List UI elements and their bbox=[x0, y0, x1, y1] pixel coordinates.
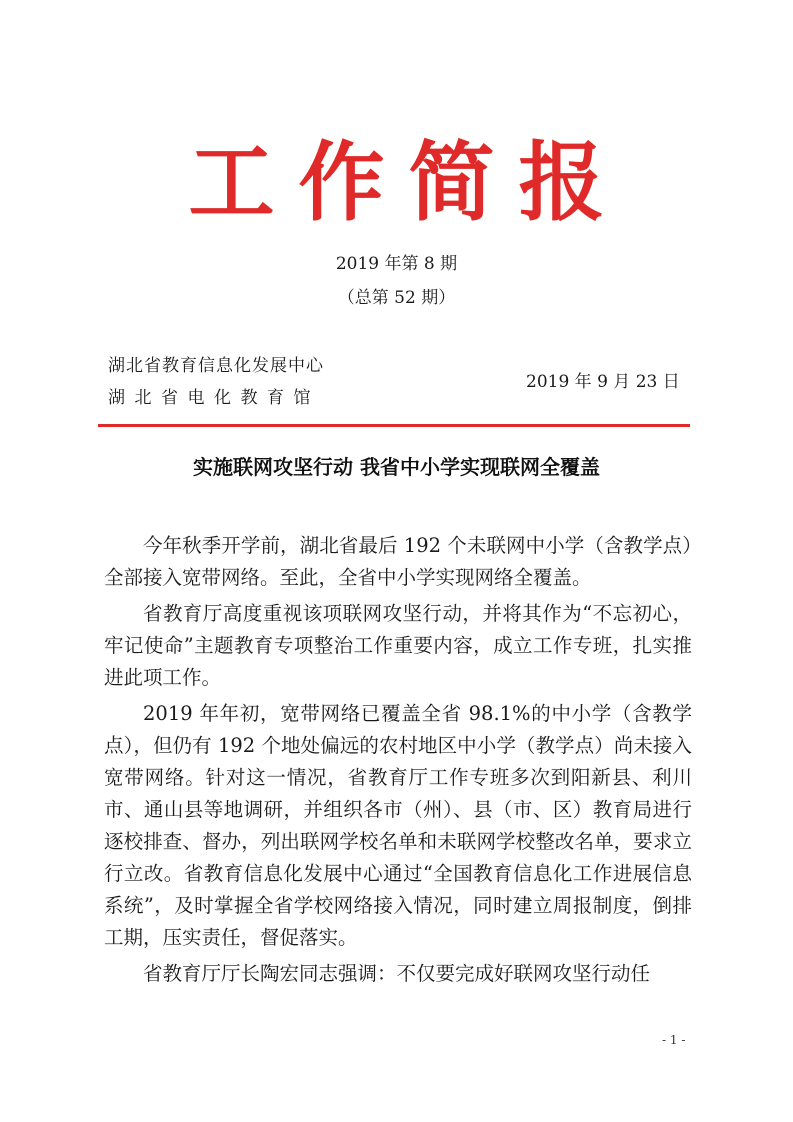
red-divider-rule bbox=[98, 424, 690, 427]
article-body bbox=[104, 530, 692, 994]
article-paragraph: 省教育厅厅长陶宏同志强调：不仅要完成好联网攻坚行动任 bbox=[143, 962, 651, 985]
page-number: - 1 - bbox=[662, 1033, 686, 1047]
article-paragraph: 省教育厅高度重视该项联网攻坚行动，并将其作为“不忘初心，牢记使命”主题教育专项整治工作重要内容，成立工作专班，扎实推进此项工作。 bbox=[104, 602, 692, 689]
article-headline: 实施联网攻坚行动 我省中小学实现联网全覆盖 bbox=[193, 455, 600, 479]
publisher-org-line1: 湖北省教育信息化发展中心 bbox=[108, 356, 324, 376]
masthead-title: 工作简报 bbox=[188, 132, 629, 233]
issue-date: 2019 年 9 月 23 日 bbox=[526, 372, 680, 392]
issue-number: 2019 年第 8 期 bbox=[335, 254, 458, 274]
publisher-org-line2: 湖北省电化教育馆 bbox=[108, 388, 320, 408]
article-paragraph: 2019 年年初，宽带网络已覆盖全省 98.1%的中小学（含教学点），但仍有 192 个地处偏远的农村地区中小学（教学点）尚未接入宽带网络。针对这一情况，省教育厅工作专班多次到阳新县、利川市、通山县等地调研，并组织各市（州）、县（市、区）教育局进行逐校排查、督办，列出联网学校名单和未联网学校整改名单，要求立行立改。省教育信息化发展中心通过“全国教育信息化工作进展信息系统”，及时掌握全省学校网络接入情况，同时建立周报制度，倒排工期，压实责任，督促落实。 bbox=[104, 702, 692, 949]
article-paragraph: 今年秋季开学前，湖北省最后 192 个未联网中小学（含教学点）全部接入宽带网络。至此，全省中小学实现网络全覆盖。 bbox=[104, 534, 692, 589]
total-issue-number: （总第 52 期） bbox=[337, 288, 456, 308]
